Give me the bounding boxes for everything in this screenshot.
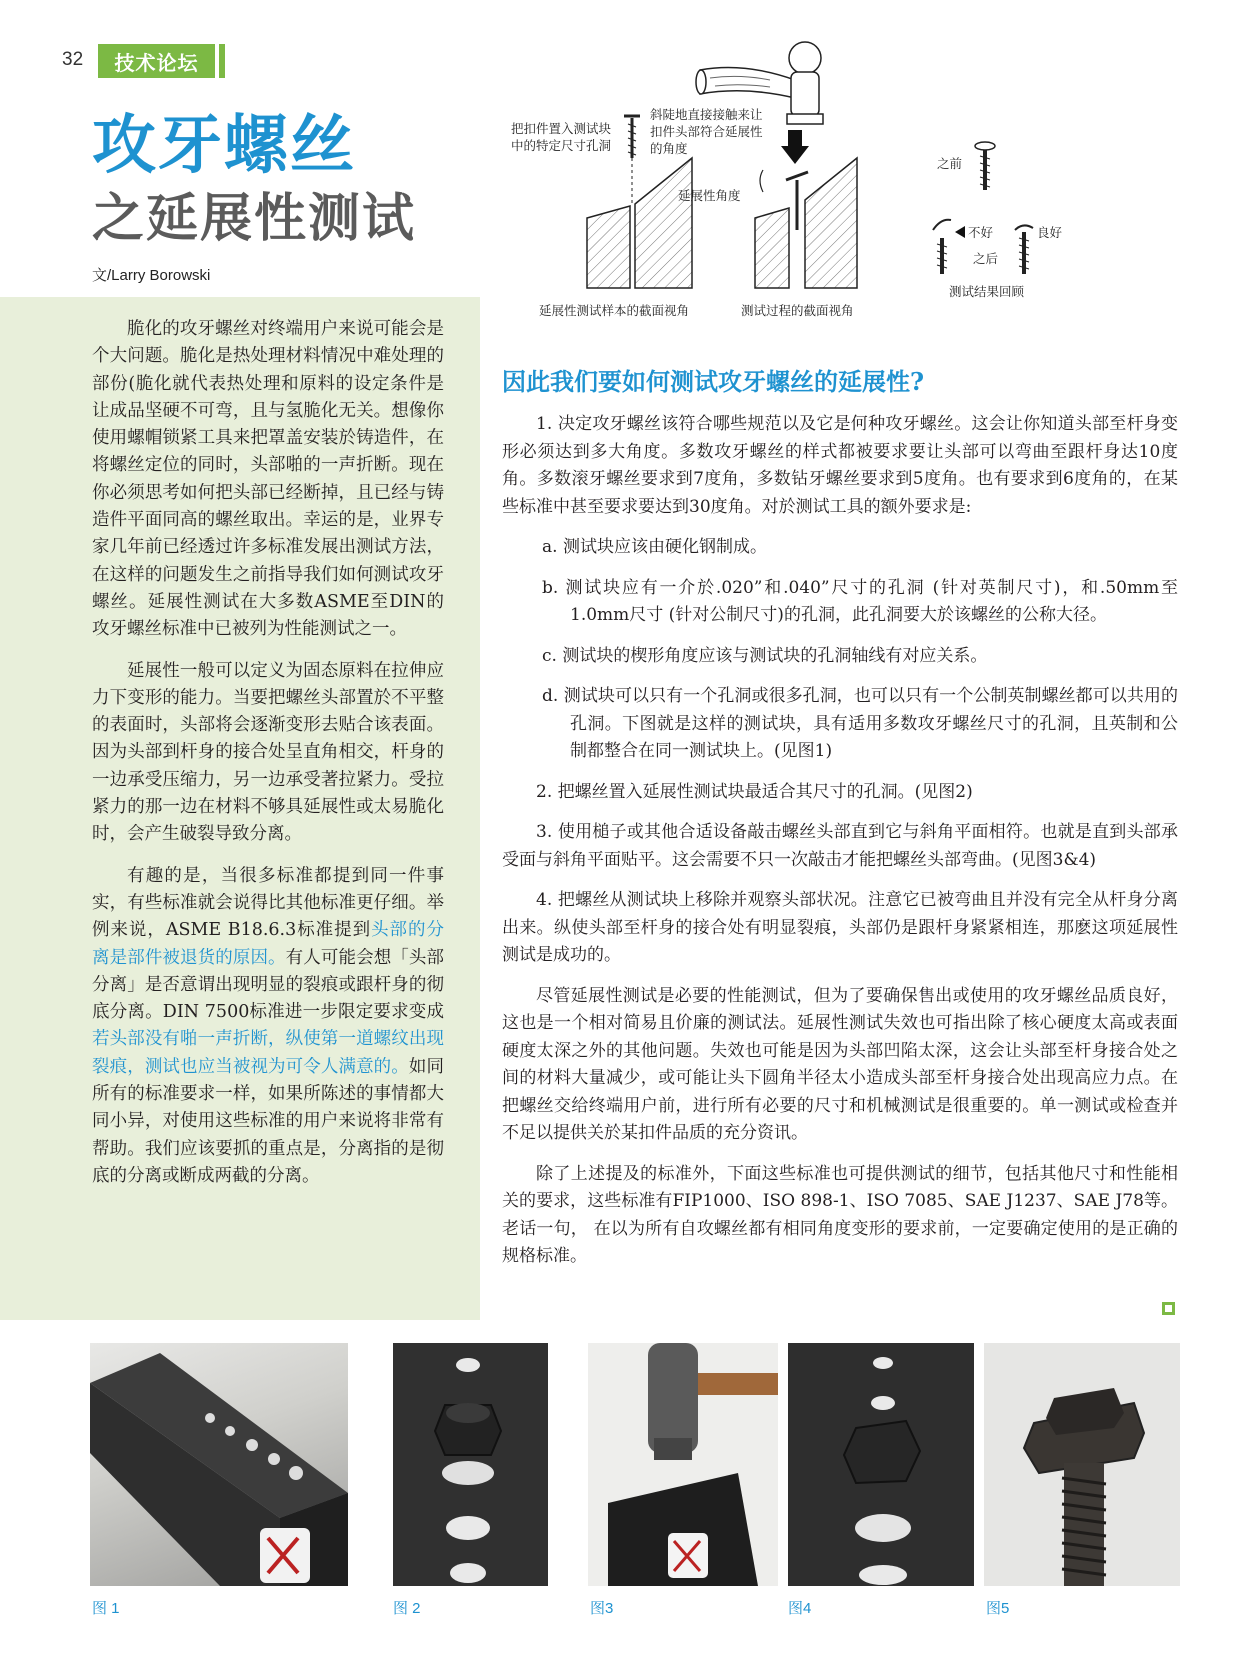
step-2: 2. 把螺丝置入延展性测试块最适合其尺寸的孔洞。(见图2) xyxy=(536,781,973,802)
left-column-text xyxy=(92,316,444,1204)
photo-caption-3: 图3 xyxy=(590,1600,614,1617)
paragraph: 尽管延展性测试是必要的性能测试，但为了要确保售出或使用的攻牙螺丝品质良好，这也是一个相对简易且价廉的测试法。延展性测试失效也可指出除了核心硬度太高或表面硬度太深之外的其他问题。失效也可能是因为头部凹陷太深，这会让头部至杆身接合处之间的材料大量减少，或可能让头下圆角半径太小造成头部至杆身接合处出现高应力点。在把螺丝交给终端用户前，进行所有必要的尺寸和机械测试是很重要的。单一测试或检查并不足以提供关於某扣件品质的充分资讯。 xyxy=(502,985,1178,1143)
test-block-left xyxy=(755,208,789,288)
article-subtitle: 之延展性测试 xyxy=(92,189,417,249)
article-title: 攻牙螺丝 xyxy=(92,109,356,183)
highlight-text: 头部的分离是部件被退货的原因。 xyxy=(92,920,444,968)
screw-before-icon xyxy=(975,142,995,190)
photo-removed-screw xyxy=(984,1343,1180,1586)
diagram-label-before: 之前 xyxy=(937,156,963,171)
diagram-label-slope-3: 的角度 xyxy=(650,141,688,156)
diagram-label-good: 良好 xyxy=(1037,225,1063,240)
list-item-c: c. 测试块的楔形角度应该与测试块的孔洞轴线有对应关系。 xyxy=(542,645,988,666)
section-tag-bar xyxy=(219,44,225,78)
list-item-d: d. 测试块可以只有一个孔洞或很多孔洞，也可以只有一个公制英制螺丝都可以共用的孔洞。下图就是这样的测试块，具有适用多数攻牙螺丝尺寸的孔洞，且英制和公制都整合在同一测试块上。(见图1) xyxy=(542,686,1178,761)
sample-block-left xyxy=(587,206,630,288)
diagram-label-slope-1: 斜陡地直接接触来让 xyxy=(650,107,763,122)
page-number: 32 xyxy=(62,49,84,70)
screw-good-icon xyxy=(1015,225,1033,274)
diagram-label-after: 之后 xyxy=(973,251,999,266)
article-end-mark xyxy=(1162,1302,1175,1315)
paragraph xyxy=(92,863,444,1191)
highlight-text: 若头部没有啪一声折断，纵使第一道螺纹出现裂痕，测试也应当被视为可令人满意的。 xyxy=(92,1029,444,1077)
diagram-caption-process: 测试过程的截面视角 xyxy=(741,303,854,318)
text-span: 有人可能会想「头部分离」是否意谓出现明显的裂痕或跟杆身的彻底分离。DIN 7500标准进一步限定要求变成 xyxy=(92,947,445,1023)
diagram-label-insert-2: 中的特定尺寸孔洞 xyxy=(511,138,612,153)
diagram-caption-sample: 延展性测试样本的截面视角 xyxy=(539,303,690,318)
right-column-text xyxy=(502,362,1178,1284)
diagram-label-angle: 延展性角度 xyxy=(678,188,741,203)
screw-insert-icon xyxy=(624,116,640,158)
sample-block-right xyxy=(635,158,692,288)
list-item-a: a. 测试块应该由硬化钢制成。 xyxy=(542,537,767,557)
text-span: 有趣的是，当很多标准都提到同一件事实，有些标准就会说得比其他标准更仔细。举例来说，ASME B18.6.3标准提到 xyxy=(92,865,444,941)
section-tag: 技术论坛 xyxy=(98,44,215,78)
photo-caption-1: 图 1 xyxy=(92,1600,120,1617)
diagram-label-insert-1: 把扣件置入测试块 xyxy=(511,121,612,136)
photo-screw-in-hole xyxy=(393,1343,548,1586)
paragraph: 延展性一般可以定义为固态原料在拉伸应力下变形的能力。当要把螺丝头部置於不平整的表面时，头部将会逐渐变形去贴合该表面。因为头部到杆身的接合处呈直角相交，杆身的一边承受压缩力，另一边承受著拉紧力。受拉紧力的那一边在材料不够具延展性或太易脆化时，会产生破裂导致分离。 xyxy=(92,660,444,845)
photo-bent-screw-head xyxy=(788,1343,974,1586)
paragraph: 脆化的攻牙螺丝对终端用户来说可能会是个大问题。脆化是热处理材料情况中难处理的部份(脆化就代表热处理和原料的设定条件是让成品坚硬不可弯，且与氢脆化无关。想像你使用螺帽锁紧工具来把罩盖安装於铸造件，在将螺丝定位的同时，头部啪的一声折断。现在你必须思考如何把头部已经断掉，且已经与铸造件平面同高的螺丝取出。幸运的是，业界专家几年前已经透过许多标准发展出测试方法，在这样的问题发生之前指导我们如何测试攻牙螺丝。延展性测试在大多数ASME至DIN的攻牙螺丝标准中已被列为性能测试之一。 xyxy=(92,319,444,640)
diagram-label-bad: 不好 xyxy=(968,225,994,240)
section-heading: 因此我们要如何测试攻牙螺丝的延展性? xyxy=(502,367,925,396)
text-span: 如同所有的标准要求一样，如果所陈述的事情都大同小异，对使用这些标准的用户来说将非常有帮助。我们应该要抓的重点是，分离指的是彻底的分离或断成两截的分离。 xyxy=(92,1056,445,1186)
paragraph: 除了上述提及的标准外，下面这些标准也可提供测试的细节，包括其他尺寸和性能相关的要求，这些标准有FIP1000、ISO 898-1、ISO 7085、SAE J1237、SAE J78等。老话一句， 在以为所有自攻螺丝都有相同角度变形的要求前，一定要确定使用的是正确的规格标准。 xyxy=(502,1163,1178,1266)
photo-test-block xyxy=(90,1343,348,1586)
diagram-caption-results: 测试结果回顾 xyxy=(949,284,1025,299)
step-4: 4. 把螺丝从测试块上移除并观察头部状况。注意它已被弯曲且并没有完全从杆身分离出来。纵使头部至杆身的接合处有明显裂痕，头部仍是跟杆身紧紧相连，那麽这项延展性测试是成功的。 xyxy=(502,890,1178,965)
list-item-b: b. 测试块应有一介於.020”和.040”尺寸的孔洞 (针对英制尺寸)，和.50mm至1.0mm尺寸 (针对公制尺寸)的孔洞，此孔洞要大於该螺丝的公称大径。 xyxy=(542,577,1178,625)
ductility-test-diagram xyxy=(505,40,1225,330)
test-block-right xyxy=(805,158,857,288)
screw-bad-icon xyxy=(933,220,951,274)
author-byline: 文/Larry Borowski xyxy=(92,267,211,284)
step-3: 3. 使用槌子或其他合适设备敲击螺丝头部直到它与斜角平面相符。也就是直到头部承受面与斜角平面贴平。这会需要不只一次敲击才能把螺丝头部弯曲。(见图3&4) xyxy=(502,822,1178,870)
photo-caption-5: 图5 xyxy=(986,1600,1010,1617)
photo-caption-4: 图4 xyxy=(788,1600,812,1617)
diagram-label-slope-2: 扣件头部符合延展性 xyxy=(650,124,763,139)
photo-caption-2: 图 2 xyxy=(393,1600,421,1617)
down-arrow-icon xyxy=(781,130,809,164)
photo-hammer-strike xyxy=(588,1343,778,1586)
step-1: 1. 决定攻牙螺丝该符合哪些规范以及它是何种攻牙螺丝。这会让你知道头部至杆身变形必须达到多大角度。多数攻牙螺丝的样式都被要求要让头部可以弯曲至跟杆身达10度角。多数滚牙螺丝要求到7度角，多数钻牙螺丝要求到5度角。也有要求到6度角的，在某些标准中甚至要求要达到30度角。对於测试工具的额外要求是: xyxy=(502,414,1178,517)
left-arrow-icon xyxy=(955,226,965,238)
